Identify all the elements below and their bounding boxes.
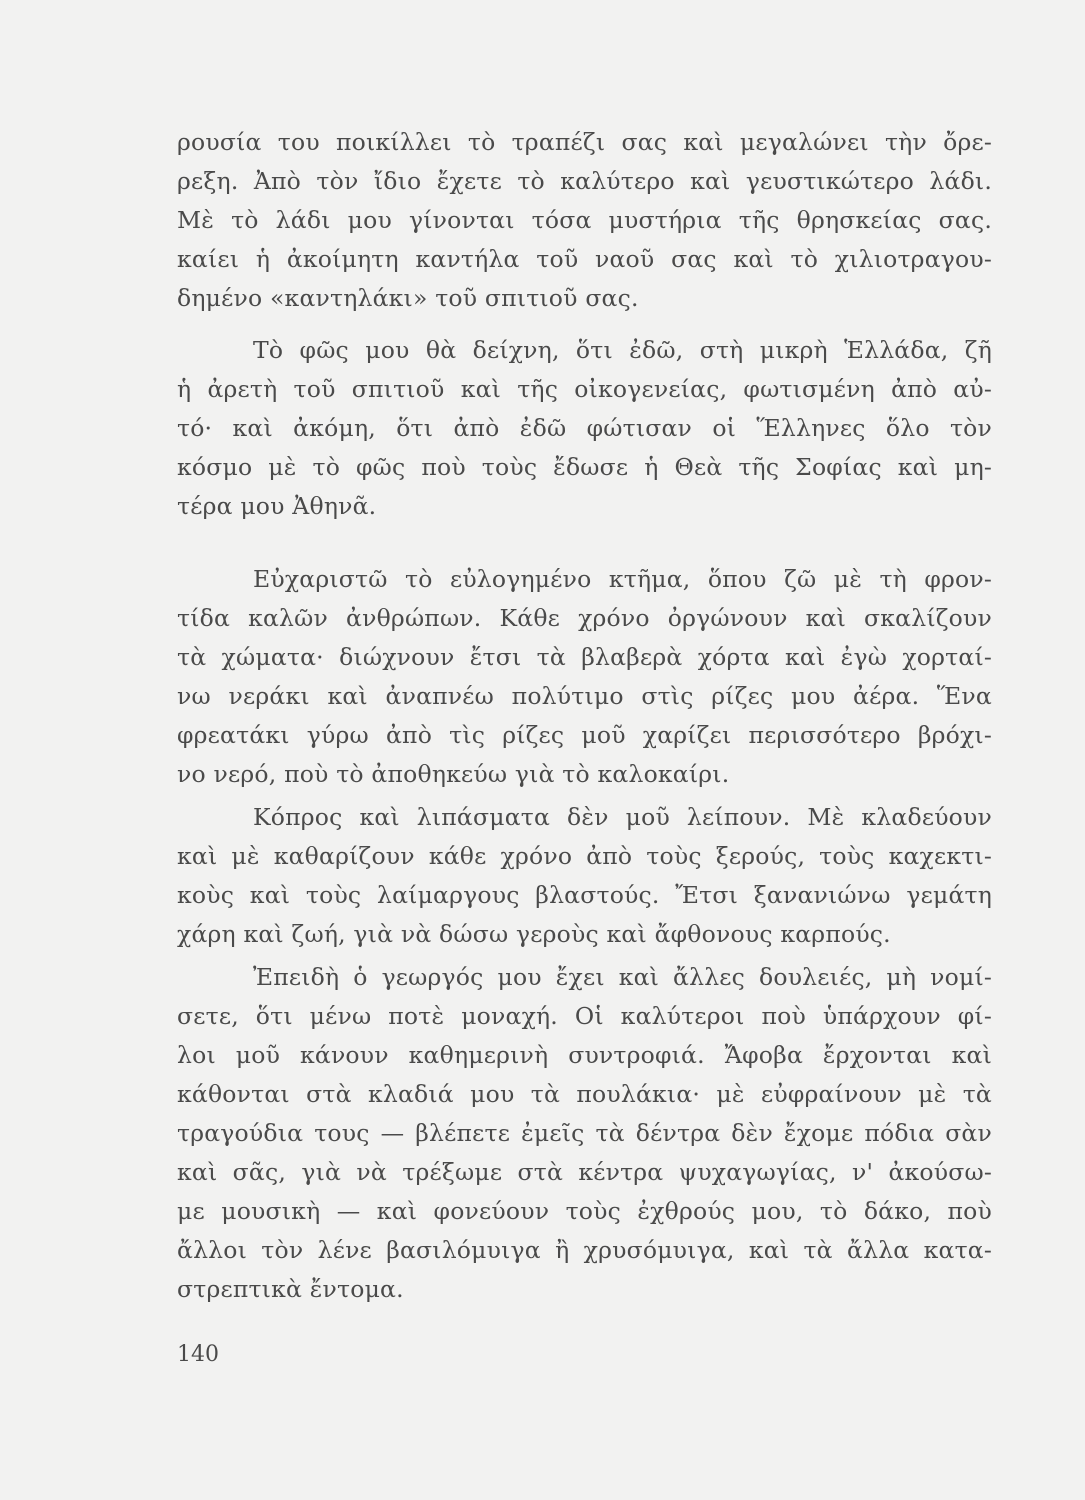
text-line: Μὲ τὸ λάδι μου γίνονται τόσα μυστήρια τῆς θρησκείας σας. xyxy=(177,206,992,234)
text-line: στρεπτικὰ ἔντομα. xyxy=(177,1275,404,1303)
text-line: τραγούδια τους — βλέπετε ἐμεῖς τὰ δέντρα δὲν ἔχομε πόδια σὰν xyxy=(177,1119,992,1147)
text-line: καὶ μὲ καθαρίζουν κάθε χρόνο ἀπὸ τοὺς ξερούς, τοὺς καχεκτι- xyxy=(177,842,992,870)
text-line: ρουσία του ποικίλλει τὸ τραπέζι σας καὶ μεγαλώνει τὴν ὄρε- xyxy=(177,128,992,156)
text-line: κοὺς καὶ τοὺς λαίμαργους βλαστούς. Ἔτσι ξανανιώνω γεμάτη xyxy=(177,881,992,909)
text-line: σετε, ὅτι μένω ποτὲ μοναχή. Οἱ καλύτεροι ποὺ ὑπάρχουν φί- xyxy=(177,1002,992,1030)
text-line: καὶ σᾶς, γιὰ νὰ τρέξωμε στὰ κέντρα ψυχαγωγίας, ν' ἀκούσω- xyxy=(177,1158,992,1186)
text-line: δημένο «καντηλάκι» τοῦ σπιτιοῦ σας. xyxy=(177,284,639,312)
text-line: κόσμο μὲ τὸ φῶς ποὺ τοὺς ἔδωσε ἡ Θεὰ τῆς Σοφίας καὶ μη- xyxy=(177,453,992,481)
text-line: τίδα καλῶν ἀνθρώπων. Κάθε χρόνο ὀργώνουν καὶ σκαλίζουν xyxy=(177,604,992,632)
text-line: νω νεράκι καὶ ἀναπνέω πολύτιμο στὶς ρίζες μου ἀέρα. Ἕνα xyxy=(177,682,992,710)
text-line: ἄλλοι τὸν λένε βασιλόμυιγα ἢ χρυσόμυιγα, καὶ τὰ ἄλλα κατα- xyxy=(177,1236,992,1264)
page-number: 140 xyxy=(177,1342,219,1367)
text-line: ἡ ἀρετὴ τοῦ σπιτιοῦ καὶ τῆς οἰκογενείας, φωτισμένη ἀπὸ αὐ- xyxy=(177,375,992,403)
text-line: κάθονται στὰ κλαδιά μου τὰ πουλάκια· μὲ εὐφραίνουν μὲ τὰ xyxy=(177,1080,992,1108)
text-line: τὰ χώματα· διώχνουν ἔτσι τὰ βλαβερὰ χόρτα καὶ ἐγὼ χορταί- xyxy=(177,643,992,671)
text-line: Εὐχαριστῶ τὸ εὐλογημένο κτῆμα, ὅπου ζῶ μὲ τὴ φρον- xyxy=(253,565,992,593)
text-line: καίει ἡ ἀκοίμητη καντήλα τοῦ ναοῦ σας καὶ τὸ χιλιοτραγου- xyxy=(177,245,992,273)
text-line: Ἐπειδὴ ὁ γεωργός μου ἔχει καὶ ἄλλες δουλειές, μὴ νομί- xyxy=(253,963,992,991)
text-line: Τὸ φῶς μου θὰ δείχνη, ὅτι ἐδῶ, στὴ μικρὴ Ἑλλάδα, ζῆ xyxy=(253,336,992,364)
text-line: χάρη καὶ ζωή, γιὰ νὰ δώσω γεροὺς καὶ ἄφθονους καρπούς. xyxy=(177,920,891,948)
text-line: ρεξη. Ἀπὸ τὸν ἴδιο ἔχετε τὸ καλύτερο καὶ γευστικώτερο λάδι. xyxy=(177,167,992,195)
text-line: νο νερό, ποὺ τὸ ἀποθηκεύω γιὰ τὸ καλοκαίρι. xyxy=(177,760,730,788)
text-line: με μουσικὴ — καὶ φονεύουν τοὺς ἐχθρούς μου, τὸ δάκο, ποὺ xyxy=(177,1197,992,1225)
text-line: τό· καὶ ἀκόμη, ὅτι ἀπὸ ἐδῶ φώτισαν οἱ Ἕλληνες ὅλο τὸν xyxy=(177,414,992,442)
text-line: λοι μοῦ κάνουν καθημερινὴ συντροφιά. Ἄφοβα ἔρχονται καὶ xyxy=(177,1041,992,1069)
text-line: φρεατάκι γύρω ἀπὸ τὶς ρίζες μοῦ χαρίζει περισσότερο βρόχι- xyxy=(177,721,992,749)
text-line: τέρα μου Ἀθηνᾶ. xyxy=(177,492,377,520)
text-line: Κόπρος καὶ λιπάσματα δὲν μοῦ λείπουν. Μὲ κλαδεύουν xyxy=(253,803,992,831)
